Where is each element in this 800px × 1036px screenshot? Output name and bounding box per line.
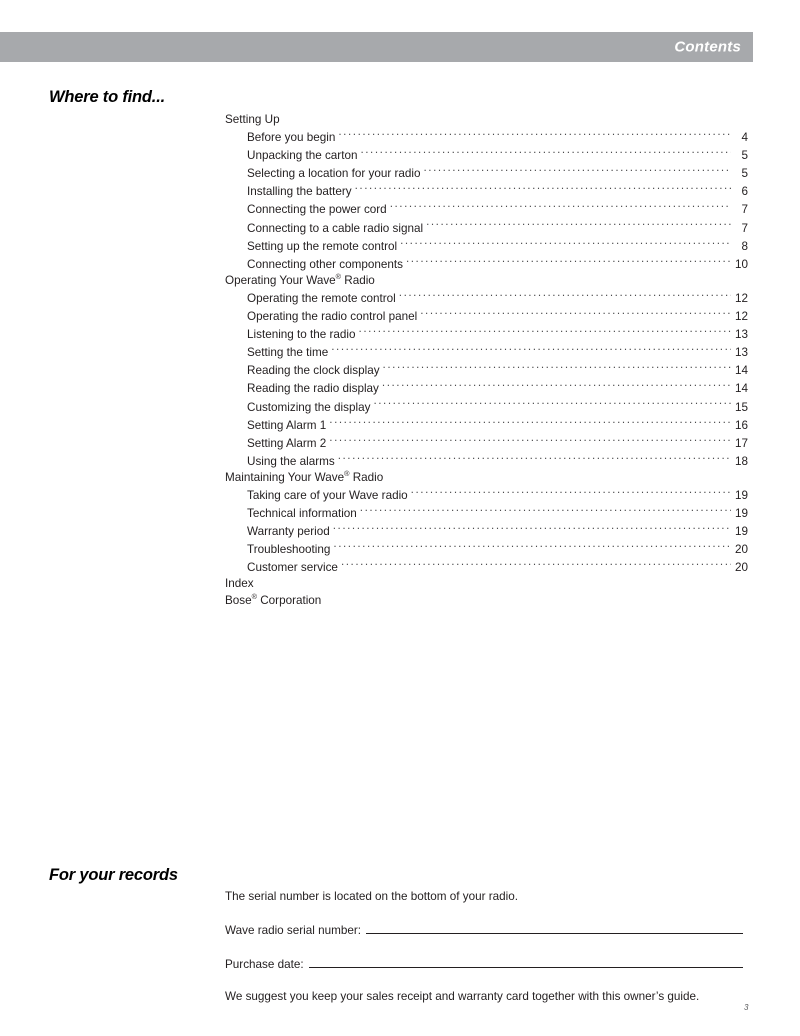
toc-section-heading: [225, 273, 748, 289]
toc-page-number: 20: [734, 543, 748, 557]
toc-entry[interactable]: [225, 379, 748, 397]
toc-page-number: 12: [734, 291, 748, 305]
toc-entry[interactable]: [225, 343, 748, 361]
toc-entry-label: Reading the clock display: [247, 364, 380, 378]
toc-page-number: 6: [741, 185, 748, 199]
toc-entry-label: Setting Alarm 1: [247, 418, 327, 432]
toc-entry-label: Connecting to a cable radio signal: [247, 221, 424, 235]
for-your-records-block: [225, 890, 748, 1004]
toc-dot-leader: [360, 146, 731, 159]
toc-entry-label: Installing the battery: [247, 185, 352, 199]
purchase-date-label: Purchase date:: [225, 958, 304, 971]
toc-entry-label: Setting up the remote control: [247, 239, 398, 253]
toc-entry-label: Selecting a location for your radio: [247, 167, 421, 181]
toc-page-number: 14: [734, 382, 748, 396]
toc-page-number: 13: [734, 328, 748, 342]
toc-entry[interactable]: [225, 540, 748, 558]
toc-entry-label: Taking care of your Wave radio: [247, 488, 408, 502]
toc-dot-leader: [338, 128, 731, 141]
toc-entry-label: Bose® Corporation: [225, 591, 322, 607]
toc-dot-leader: [390, 200, 731, 213]
toc-page-number: 14: [734, 364, 748, 378]
toc-dot-leader: [359, 325, 731, 338]
toc-page-number: 19: [734, 488, 748, 502]
serial-number-row: [225, 922, 748, 938]
toc-entry-label: Index: [225, 577, 254, 591]
toc-entry-label: Troubleshooting: [247, 543, 331, 557]
toc-entry[interactable]: [225, 307, 748, 325]
toc-page-number: 17: [734, 436, 748, 450]
toc-dot-leader: [329, 416, 731, 429]
toc-page-number: 10: [734, 257, 748, 271]
toc-entry[interactable]: [225, 128, 748, 146]
purchase-date-row: [225, 956, 748, 972]
toc-dot-leader: [382, 379, 731, 392]
toc-entry-label: Customizing the display: [247, 400, 371, 414]
toc-entry-label: Operating the remote control: [247, 291, 396, 305]
toc-entry-label: Maintaining Your Wave® Radio: [225, 468, 384, 484]
toc-page-number: 19: [734, 507, 748, 521]
toc-entry-label: Before you begin: [247, 131, 336, 145]
receipt-suggestion-note: We suggest you keep your sales receipt and warranty card together with this owner’s guide.: [225, 990, 700, 1003]
toc-dot-leader: [329, 434, 731, 447]
toc-page-number: 7: [741, 203, 748, 217]
toc-page-number: 15: [734, 400, 748, 414]
page-number: 3: [744, 1003, 749, 1012]
page-header-bar: [0, 32, 753, 62]
toc-entry[interactable]: [225, 255, 748, 273]
toc-page-number: 16: [734, 418, 748, 432]
toc-entry-label: Unpacking the carton: [247, 149, 358, 163]
toc-entry-label: Listening to the radio: [247, 328, 356, 342]
table-of-contents: [225, 112, 748, 609]
toc-entry[interactable]: [225, 576, 748, 592]
toc-entry[interactable]: [225, 146, 748, 164]
for-your-records-heading: For your records: [49, 866, 178, 884]
toc-entry[interactable]: [225, 522, 748, 540]
toc-dot-leader: [400, 237, 731, 250]
toc-entry-label: Setting the time: [247, 346, 329, 360]
toc-entry[interactable]: [225, 434, 748, 452]
toc-dot-leader: [383, 361, 731, 374]
toc-entry-label: Connecting other components: [247, 257, 403, 271]
toc-entry-label: Operating Your Wave® Radio: [225, 271, 375, 287]
toc-page-number: 13: [734, 346, 748, 360]
toc-entry[interactable]: [225, 200, 748, 218]
toc-dot-leader: [331, 343, 731, 356]
toc-dot-leader: [420, 307, 731, 320]
toc-entry[interactable]: [225, 416, 748, 434]
toc-dot-leader: [373, 398, 731, 411]
toc-page-number: 7: [741, 221, 748, 235]
serial-number-input[interactable]: [366, 922, 743, 934]
toc-entry[interactable]: [225, 593, 748, 609]
toc-page-number: 8: [741, 239, 748, 253]
toc-dot-leader: [411, 486, 731, 499]
toc-entry[interactable]: [225, 398, 748, 416]
toc-section-heading: [225, 470, 748, 486]
toc-page-number: 12: [734, 310, 748, 324]
toc-entry-label: Operating the radio control panel: [247, 310, 418, 324]
toc-entry[interactable]: [225, 289, 748, 307]
toc-entry[interactable]: [225, 504, 748, 522]
toc-section-heading: [225, 112, 748, 128]
toc-dot-leader: [338, 452, 731, 465]
toc-page-number: 18: [734, 454, 748, 468]
toc-entry[interactable]: [225, 558, 748, 576]
toc-dot-leader: [333, 540, 731, 553]
toc-entry-label: Reading the radio display: [247, 382, 379, 396]
toc-entry[interactable]: [225, 486, 748, 504]
toc-entry[interactable]: [225, 325, 748, 343]
toc-page-number: 19: [734, 525, 748, 539]
toc-dot-leader: [333, 522, 731, 535]
toc-entry[interactable]: [225, 164, 748, 182]
toc-dot-leader: [360, 504, 731, 517]
toc-entry-label: Setting Alarm 2: [247, 436, 327, 450]
toc-entry[interactable]: [225, 361, 748, 379]
toc-entry-label: Technical information: [247, 507, 357, 521]
toc-dot-leader: [399, 289, 731, 302]
serial-number-location-note: The serial number is located on the bottom of your radio.: [225, 890, 518, 903]
toc-dot-leader: [423, 164, 731, 177]
toc-entry[interactable]: [225, 182, 748, 200]
serial-number-label: Wave radio serial number:: [225, 924, 361, 937]
page-header-title: Contents: [674, 38, 741, 56]
toc-dot-leader: [426, 219, 731, 232]
toc-entry-label: Warranty period: [247, 525, 330, 539]
purchase-date-input[interactable]: [309, 956, 743, 968]
toc-dot-leader: [406, 255, 731, 268]
toc-page-number: 5: [741, 149, 748, 163]
toc-entry[interactable]: [225, 219, 748, 237]
toc-entry-label: Connecting the power cord: [247, 203, 387, 217]
toc-dot-leader: [341, 558, 731, 571]
toc-entry[interactable]: [225, 452, 748, 470]
toc-page-number: 4: [741, 131, 748, 145]
toc-page-number: 20: [734, 561, 748, 575]
toc-entry-label: Customer service: [247, 561, 338, 575]
toc-page-number: 5: [741, 167, 748, 181]
toc-entry[interactable]: [225, 237, 748, 255]
toc-dot-leader: [355, 182, 731, 195]
where-to-find-heading: Where to find...: [49, 88, 165, 106]
toc-entry-label: Using the alarms: [247, 454, 335, 468]
toc-entry-label: Setting Up: [225, 113, 280, 126]
